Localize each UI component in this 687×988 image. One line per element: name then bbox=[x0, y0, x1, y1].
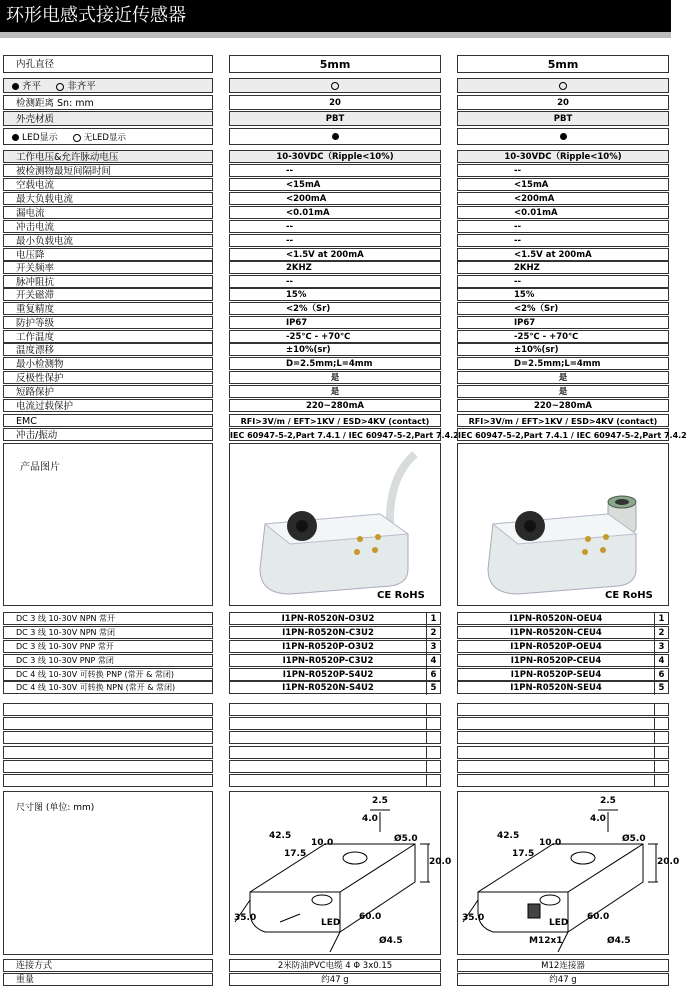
spec-label-pulse: 脉冲阻抗 bbox=[3, 275, 213, 288]
page-title: 环形电感式接近传感器 bbox=[0, 0, 671, 32]
spec-label-leak: 漏电流 bbox=[3, 206, 213, 219]
dim-text-j: Ø4.5 bbox=[607, 936, 631, 946]
spec-value-surge-col1: -- bbox=[229, 220, 441, 233]
spec-label-hole: 内孔直径 bbox=[3, 55, 213, 73]
spec-value-drift-col2: ±10%(sr) bbox=[457, 343, 669, 356]
dim-text-led: LED bbox=[549, 918, 569, 928]
dim-text-g: 20.0 bbox=[429, 857, 452, 867]
model-row-col2-1[interactable] bbox=[457, 612, 669, 625]
empty-number-cell bbox=[654, 732, 668, 743]
ring-icon bbox=[73, 134, 81, 142]
model-code: I1PN-R0520N-CEU4 bbox=[510, 628, 602, 638]
spec-value-voltage-col1: 10-30VDC（Ripple<10%) bbox=[229, 150, 441, 163]
model-row-col1-1[interactable] bbox=[229, 612, 441, 625]
empty-number-cell bbox=[654, 775, 668, 786]
spec-label-ledrow bbox=[3, 128, 213, 145]
spec-value-response-col1: -- bbox=[229, 164, 441, 177]
model-row-col2-5[interactable] bbox=[457, 668, 669, 681]
dim-text-m12: M12x1 bbox=[529, 936, 563, 946]
model-number: 6 bbox=[426, 669, 440, 682]
spec-value-distance-col1: 20 bbox=[229, 95, 441, 110]
spec-value-max_load-col2: <200mA bbox=[457, 192, 669, 205]
model-code: I1PN-R0520P-CEU4 bbox=[510, 656, 602, 666]
empty-number-cell bbox=[654, 761, 668, 772]
filled-dot-icon bbox=[12, 83, 19, 90]
spec-value-freq-col1: 2KHZ bbox=[229, 261, 441, 274]
title-underline bbox=[0, 32, 671, 38]
empty-model-c2-3 bbox=[457, 746, 669, 759]
product-photo bbox=[457, 443, 669, 606]
spec-value-leak-col2: <0.01mA bbox=[457, 206, 669, 219]
dim-text-e: 10.0 bbox=[311, 838, 334, 848]
spec-label-short: 短路保护 bbox=[3, 385, 213, 398]
model-row-col1-6[interactable] bbox=[229, 681, 441, 694]
empty-number-cell bbox=[426, 704, 440, 715]
spec-label-min_obj: 最小检测物 bbox=[3, 357, 213, 370]
empty-model-c2-4 bbox=[457, 760, 669, 773]
spec-value-emc-col2: RFI>3V/m / EFT>1KV / ESD>4KV (contact) bbox=[457, 414, 669, 427]
dim-text-f: Ø5.0 bbox=[622, 834, 646, 844]
spec-label-ip: 防护等级 bbox=[3, 316, 213, 329]
model-number: 4 bbox=[654, 655, 668, 668]
empty-number-cell bbox=[654, 718, 668, 729]
empty-number-cell bbox=[426, 747, 440, 758]
spec-label-min_load: 最小负载电流 bbox=[3, 234, 213, 247]
model-number: 3 bbox=[654, 641, 668, 654]
spec-value-min_obj-col1: D=2.5mm;L=4mm bbox=[229, 357, 441, 370]
dim-text-j: Ø4.5 bbox=[379, 936, 403, 946]
spec-value-ip-col2: IP67 bbox=[457, 316, 669, 329]
model-code: I1PN-R0520N-OEU4 bbox=[509, 614, 603, 624]
dim-text-a: 2.5 bbox=[600, 796, 616, 806]
dim-text-d: 17.5 bbox=[512, 849, 535, 859]
picture-label: 产品图片 bbox=[20, 462, 60, 473]
spec-value-voltage-col2: 10-30VDC（Ripple<10%) bbox=[457, 150, 669, 163]
dim-text-h: 35.0 bbox=[234, 913, 257, 923]
spec-value-freq-col2: 2KHZ bbox=[457, 261, 669, 274]
type-label-6: DC 4 线 10-30V 可转换 NPN (常开 & 常闭) bbox=[3, 681, 213, 694]
ce-rohs-mark: CE RoHS bbox=[605, 590, 653, 601]
spec-label-drift: 温度漂移 bbox=[3, 343, 213, 356]
spec-label-max_load: 最大负载电流 bbox=[3, 192, 213, 205]
dim-text-d: 17.5 bbox=[284, 849, 307, 859]
spec-value-reverse-col1: 是 bbox=[229, 371, 441, 384]
dimension-drawing bbox=[457, 791, 669, 955]
spec-value-temp-col1: -25℃ - +70℃ bbox=[229, 330, 441, 343]
spec-value-hyst-col1: 15% bbox=[229, 288, 441, 301]
dim-label-cell bbox=[3, 791, 213, 955]
empty-number-cell bbox=[426, 732, 440, 743]
spec-value-reverse-col2: 是 bbox=[457, 371, 669, 384]
spec-value-ledrow-col1 bbox=[229, 128, 441, 145]
model-code: I1PN-R0520P-SEU4 bbox=[510, 670, 602, 680]
empty-number-cell bbox=[654, 747, 668, 758]
spec-label-overload: 电流过载保护 bbox=[3, 399, 213, 412]
spec-value-surge-col2: -- bbox=[457, 220, 669, 233]
spec-value-leak-col1: <0.01mA bbox=[229, 206, 441, 219]
model-row-col1-2[interactable] bbox=[229, 626, 441, 639]
model-code: I1PN-R0520N-C3U2 bbox=[282, 628, 374, 638]
spec-value-min_obj-col2: D=2.5mm;L=4mm bbox=[457, 357, 669, 370]
label-conn: 连接方式 bbox=[3, 959, 213, 972]
model-code: I1PN-R0520N-SEU4 bbox=[510, 683, 602, 693]
model-row-col2-4[interactable] bbox=[457, 654, 669, 667]
empty-model-c1-0 bbox=[229, 703, 441, 716]
value-conn-col2: M12连接器 bbox=[457, 959, 669, 972]
empty-model-c1-3 bbox=[229, 746, 441, 759]
spec-label-shock: 冲击/振动 bbox=[3, 428, 213, 441]
dim-text-led: LED bbox=[321, 918, 341, 928]
spec-value-min_load-col2: -- bbox=[457, 234, 669, 247]
spec-label-voltage: 工作电压&允许脉动电压 bbox=[3, 150, 213, 163]
dim-text-b: 4.0 bbox=[590, 814, 606, 824]
filled-dot-icon bbox=[12, 134, 19, 141]
ring-icon bbox=[56, 83, 64, 91]
spec-value-max_load-col1: <200mA bbox=[229, 192, 441, 205]
empty-model-c2-5 bbox=[457, 774, 669, 787]
dim-text-c: 42.5 bbox=[269, 831, 292, 841]
type-label-1: DC 3 线 10-30V NPN 常开 bbox=[3, 612, 213, 625]
ring-icon bbox=[559, 82, 567, 90]
spec-value-repeat-col1: <2%（Sr) bbox=[229, 302, 441, 315]
spec-value-overload-col1: 220~280mA bbox=[229, 399, 441, 412]
dimension-drawing bbox=[229, 791, 441, 955]
model-code: I1PN-R0520N-O3U2 bbox=[281, 614, 375, 624]
model-row-col2-6[interactable] bbox=[457, 681, 669, 694]
model-number: 1 bbox=[654, 613, 668, 626]
spec-value-hole-col1: 5mm bbox=[229, 55, 441, 73]
spec-value-temp-col2: -25℃ - +70℃ bbox=[457, 330, 669, 343]
empty-number-cell bbox=[426, 718, 440, 729]
spec-label-hyst: 开关磁滞 bbox=[3, 288, 213, 301]
ring-icon bbox=[331, 82, 339, 90]
spec-value-idle_current-col2: <15mA bbox=[457, 178, 669, 191]
dim-text-i: 60.0 bbox=[359, 912, 382, 922]
type-label-3: DC 3 线 10-30V PNP 常开 bbox=[3, 640, 213, 653]
empty-label-4 bbox=[3, 760, 213, 773]
empty-number-cell bbox=[426, 775, 440, 786]
spec-value-flush_mark-col1 bbox=[229, 78, 441, 93]
spec-label-response: 被检测物最短间隔时间 bbox=[3, 164, 213, 177]
dim-label: 尺寸图 (单位: mm) bbox=[16, 803, 95, 813]
dim-text-g: 20.0 bbox=[657, 857, 680, 867]
spec-value-drift-col1: ±10%(sr) bbox=[229, 343, 441, 356]
spec-label-repeat: 重复精度 bbox=[3, 302, 213, 315]
spec-value-shock-col1: IEC 60947-5-2,Part 7.4.1 / IEC 60947-5-2,Part 7.4.2 bbox=[229, 428, 441, 441]
spec-value-material-col1: PBT bbox=[229, 111, 441, 126]
empty-label-0 bbox=[3, 703, 213, 716]
empty-model-c1-5 bbox=[229, 774, 441, 787]
spec-value-distance-col2: 20 bbox=[457, 95, 669, 110]
spec-value-hole-col2: 5mm bbox=[457, 55, 669, 73]
spec-label-flushrow bbox=[3, 78, 213, 93]
model-code: I1PN-R0520P-O3U2 bbox=[282, 642, 374, 652]
spec-label-temp: 工作温度 bbox=[3, 330, 213, 343]
dim-text-h: 35.0 bbox=[462, 913, 485, 923]
empty-label-2 bbox=[3, 731, 213, 744]
led-off-label: 无LED显示 bbox=[83, 133, 126, 143]
model-number: 6 bbox=[654, 669, 668, 682]
spec-value-material-col2: PBT bbox=[457, 111, 669, 126]
nonflush-label: 非齐平 bbox=[67, 81, 96, 92]
spec-value-idle_current-col1: <15mA bbox=[229, 178, 441, 191]
model-number: 2 bbox=[426, 627, 440, 640]
spec-label-surge: 冲击电流 bbox=[3, 220, 213, 233]
empty-label-3 bbox=[3, 746, 213, 759]
spec-value-ip-col1: IP67 bbox=[229, 316, 441, 329]
product-photo bbox=[229, 443, 441, 606]
spec-value-flush_mark-col2 bbox=[457, 78, 669, 93]
dim-text-f: Ø5.0 bbox=[394, 834, 418, 844]
spec-value-short-col2: 是 bbox=[457, 385, 669, 398]
spec-value-emc-col1: RFI>3V/m / EFT>1KV / ESD>4KV (contact) bbox=[229, 414, 441, 427]
model-row-col1-3[interactable] bbox=[229, 640, 441, 653]
model-code: I1PN-R0520P-OEU4 bbox=[510, 642, 602, 652]
model-number: 4 bbox=[426, 655, 440, 668]
model-code: I1PN-R0520P-C3U2 bbox=[282, 656, 374, 666]
dim-text-e: 10.0 bbox=[539, 838, 562, 848]
empty-model-c1-2 bbox=[229, 731, 441, 744]
spec-value-overload-col2: 220~280mA bbox=[457, 399, 669, 412]
empty-model-c2-1 bbox=[457, 717, 669, 730]
spec-value-pulse-col2: -- bbox=[457, 275, 669, 288]
model-row-col1-5[interactable] bbox=[229, 668, 441, 681]
dim-text-c: 42.5 bbox=[497, 831, 520, 841]
label-weight: 重量 bbox=[3, 973, 213, 986]
model-number: 3 bbox=[426, 641, 440, 654]
spec-value-hyst-col2: 15% bbox=[457, 288, 669, 301]
ce-rohs-mark: CE RoHS bbox=[377, 590, 425, 601]
empty-model-c1-1 bbox=[229, 717, 441, 730]
dim-text-a: 2.5 bbox=[372, 796, 388, 806]
spec-value-shock-col2: IEC 60947-5-2,Part 7.4.1 / IEC 60947-5-2,Part 7.4.2 bbox=[457, 428, 669, 441]
model-number: 1 bbox=[426, 613, 440, 626]
empty-label-1 bbox=[3, 717, 213, 730]
led-dot-icon bbox=[560, 133, 567, 140]
spec-label-emc: EMC bbox=[3, 414, 213, 427]
model-number: 2 bbox=[654, 627, 668, 640]
spec-value-vdrop-col2: <1.5V at 200mA bbox=[457, 248, 669, 261]
type-label-4: DC 3 线 10-30V PNP 常闭 bbox=[3, 654, 213, 667]
type-label-5: DC 4 线 10-30V 可转换 PNP (常开 & 常闭) bbox=[3, 668, 213, 681]
empty-label-5 bbox=[3, 774, 213, 787]
spec-value-pulse-col1: -- bbox=[229, 275, 441, 288]
empty-number-cell bbox=[654, 704, 668, 715]
led-on-label: LED显示 bbox=[22, 133, 58, 143]
model-number: 5 bbox=[426, 682, 440, 695]
model-code: I1PN-R0520N-S4U2 bbox=[282, 683, 374, 693]
value-weight-col1: 约47 g bbox=[229, 973, 441, 986]
spec-value-repeat-col2: <2%（Sr) bbox=[457, 302, 669, 315]
flush-label: 齐平 bbox=[22, 81, 42, 92]
type-label-2: DC 3 线 10-30V NPN 常闭 bbox=[3, 626, 213, 639]
empty-model-c2-0 bbox=[457, 703, 669, 716]
empty-model-c1-4 bbox=[229, 760, 441, 773]
value-conn-col1: 2米防油PVC电缆 4 Φ 3x0.15 bbox=[229, 959, 441, 972]
model-row-col2-3[interactable] bbox=[457, 640, 669, 653]
spec-label-vdrop: 电压降 bbox=[3, 248, 213, 261]
spec-value-vdrop-col1: <1.5V at 200mA bbox=[229, 248, 441, 261]
model-row-col2-2[interactable] bbox=[457, 626, 669, 639]
spec-value-response-col2: -- bbox=[457, 164, 669, 177]
spec-value-short-col1: 是 bbox=[229, 385, 441, 398]
spec-value-ledrow-col2 bbox=[457, 128, 669, 145]
led-dot-icon bbox=[332, 133, 339, 140]
spec-label-reverse: 反极性保护 bbox=[3, 371, 213, 384]
dim-text-b: 4.0 bbox=[362, 814, 378, 824]
empty-number-cell bbox=[426, 761, 440, 772]
empty-model-c2-2 bbox=[457, 731, 669, 744]
model-code: I1PN-R0520P-S4U2 bbox=[282, 670, 374, 680]
model-number: 5 bbox=[654, 682, 668, 695]
spec-label-idle: 空载电流 bbox=[3, 178, 213, 191]
model-row-col1-4[interactable] bbox=[229, 654, 441, 667]
spec-label-distance: 检测距离 Sn: mm bbox=[3, 95, 213, 110]
spec-label-material: 外壳材质 bbox=[3, 111, 213, 126]
spec-label-freq: 开关频率 bbox=[3, 261, 213, 274]
value-weight-col2: 约47 g bbox=[457, 973, 669, 986]
dim-text-i: 60.0 bbox=[587, 912, 610, 922]
spec-value-min_load-col1: -- bbox=[229, 234, 441, 247]
